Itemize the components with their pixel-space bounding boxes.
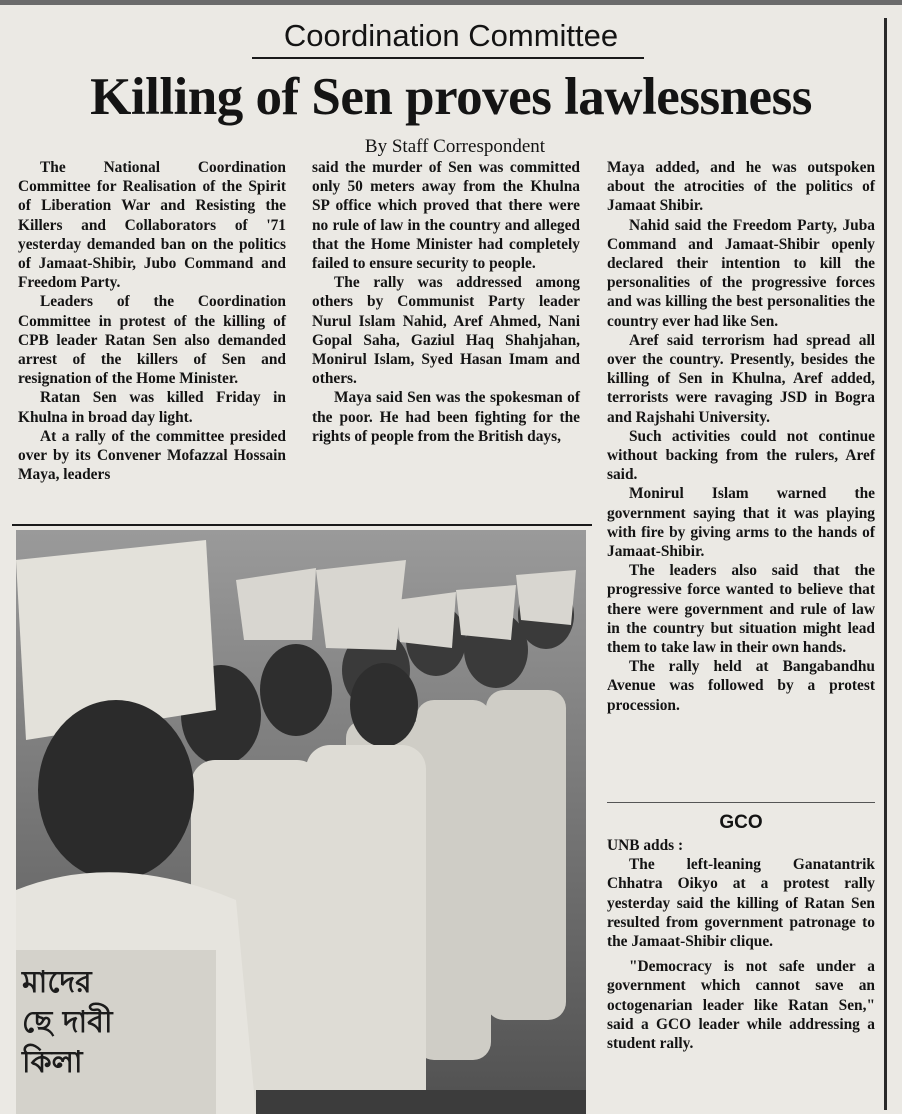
placard-line: কিলা — [22, 1045, 83, 1080]
paragraph: The rally was addressed among others by Communist Party leader Nurul Islam Nahid, Aref Ahmed, Nani Gopal Saha, Gaziul Haq Shahjahan, Monirul Islam, Syed Hasan Imam and others. — [312, 274, 580, 388]
kicker-underline — [252, 57, 644, 59]
paragraph: Maya added, and he was outspoken about the atrocities of the politics of Jamaat Shibir. — [607, 159, 875, 215]
paragraph: The rally held at Bangabandhu Avenue was followed by a protest procession. — [607, 658, 875, 714]
column-2 — [312, 158, 580, 446]
paragraph: Monirul Islam warned the government saying that it was playing with fire by giving arms to the hands of Jamaat-Shibir. — [607, 485, 875, 561]
column-rule-right — [884, 18, 887, 1110]
paragraph: Maya said Sen was the spokesman of the poor. He had been fighting for the rights of people from the British days, — [312, 389, 580, 445]
paragraph: Such activities could not continue without backing from the rulers, Aref said. — [607, 427, 875, 484]
paragraph: Leaders of the Coordination Committee in protest of the killing of CPB leader Ratan Sen also demanded arrest of the killers of Sen and resignation of the Home Minister. — [18, 293, 286, 388]
paragraph: Aref said terrorism had spread all over the country. Presently, besides the killing of Sen in Khulna, Aref added, terrorists were ravaging JSD in Bogra and Rajshahi University. — [607, 331, 875, 426]
ground-shadow — [256, 1090, 586, 1114]
paragraph: Ratan Sen was killed Friday in Khulna in broad day light. — [18, 389, 286, 426]
photo-top-rule — [12, 524, 592, 526]
placard-line: মাদের — [22, 965, 92, 1000]
gco-section — [607, 836, 875, 1053]
gco-subheading: GCO — [719, 812, 763, 833]
paragraph: The National Coordination Committee for Realisation of the Spirit of Liberation War and Resisting the Killers and Collaborators of '71 yesterday demanded ban on the politics of Jamaat-Shibir, Jubo Command and Freedom Party. — [18, 159, 286, 292]
kicker: Coordination Committee — [283, 18, 619, 53]
paragraph: The leaders also said that the progressive force wanted to believe that there were government and rule of law in the country but situation might lead them to take law in their own hands. — [607, 562, 875, 657]
byline: By Staff Correspondent — [364, 136, 546, 157]
news-photo — [16, 530, 586, 1114]
column-1 — [18, 158, 286, 484]
section-divider — [607, 802, 875, 803]
photo-illustration — [16, 530, 586, 1114]
column-3 — [607, 158, 875, 715]
paragraph: Nahid said the Freedom Party, Juba Command and Jamaat-Shibir openly declared their intention to kill the personalities of the progressive forces and was killing the best personalities the country ever had like Sen. — [607, 216, 875, 330]
paragraph: The left-leaning Ganatantrik Chhatra Oikyo at a protest rally yesterday said the killing of Ratan Sen resulted from government patronage to the Jamaat-Shibir clique. — [607, 856, 875, 951]
headline: Killing of Sen proves lawlessness — [90, 68, 812, 126]
placard-line: ছে দাবী — [22, 1005, 113, 1040]
paragraph: said the murder of Sen was committed only 50 meters away from the Khulna SP office which proved that there were no rule of law in the country and alleged that the Home Minister had completely failed to ensure security to people. — [312, 159, 580, 273]
top-edge-strip — [0, 0, 902, 5]
foreground-face — [38, 700, 194, 880]
source-line: UNB adds : — [607, 837, 684, 854]
paragraph: "Democracy is not safe under a government which cannot save an octogenarian leader like Ratan Sen," said a GCO leader while addressing a student rally. — [607, 958, 875, 1053]
paragraph: At a rally of the committee presided over by its Convener Mofazzal Hossain Maya, leaders — [18, 427, 286, 484]
